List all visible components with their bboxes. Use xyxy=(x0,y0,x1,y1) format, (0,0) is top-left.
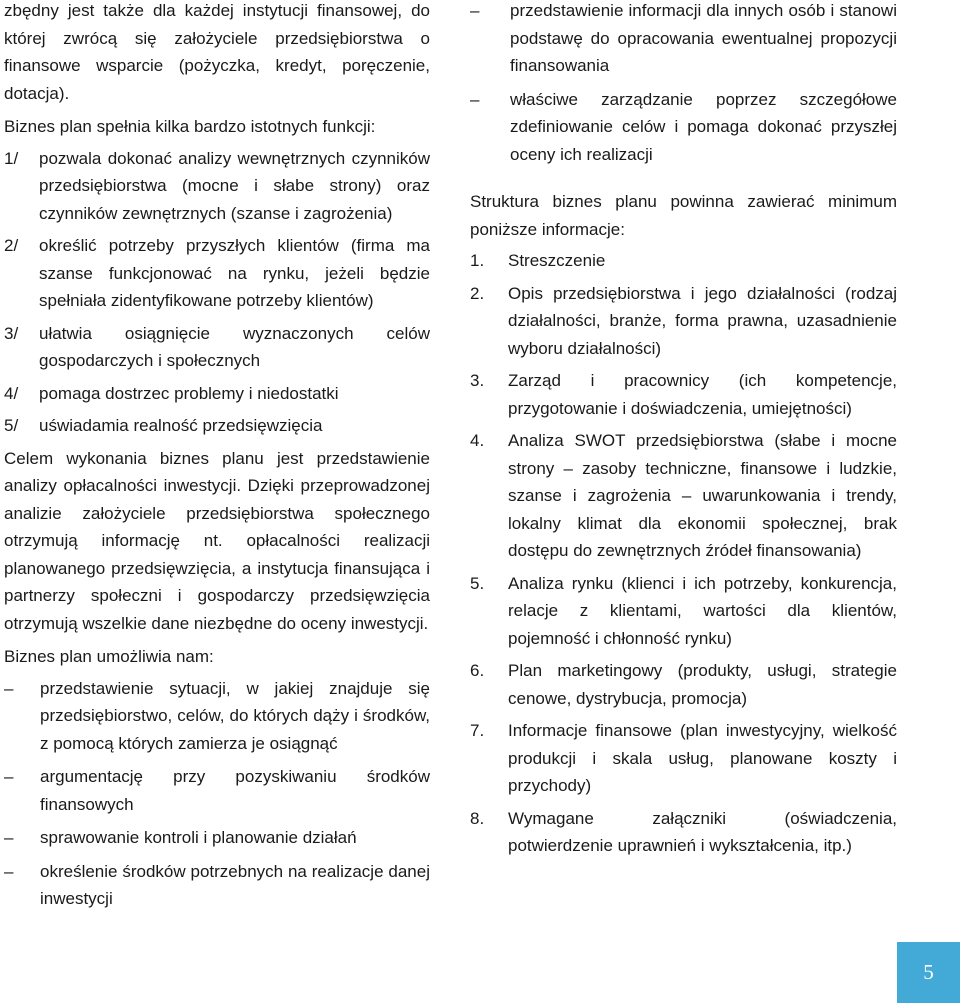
enables-text: przedstawienie sytuacji, w jakiej znajduje się przedsiębiorstwo, celów, do których dąży i środków, z pomocą których zamierza je osiągnąć xyxy=(40,678,430,753)
function-text: pomaga dostrzec problemy i niedostatki xyxy=(39,383,339,403)
structure-heading: Struktura biznes planu powinna zawierać minimum poniższe informacje: xyxy=(470,192,897,239)
structure-text: Wymagane załączniki (oświadczenia, potwierdzenie uprawnień i wykształcenia, itp.) xyxy=(508,808,897,855)
function-number: 2/ xyxy=(4,236,19,255)
function-number: 5/ xyxy=(4,416,19,435)
function-text: określić potrzeby przyszłych klientów (firma ma szanse funkcjonować na rynku, jeżeli będzie spełniała zidentyfikowane potrzeby klientów) xyxy=(39,236,430,310)
structure-text: Analiza rynku (klienci i ich potrzeby, konkurencja, relacje z klientami, wartości dla klientów, pojemność i chłonność rynku) xyxy=(508,573,897,648)
enables-text: przedstawienie informacji dla innych osób i stanowi podstawę do opracowania ewentualnej propozycji finansowania xyxy=(510,1,897,75)
structure-number: 6. xyxy=(470,661,485,680)
enables-text: określenie środków potrzebnych na realizacje danej inwestycji xyxy=(40,861,430,908)
enables-text: właściwe zarządzanie poprzez szczegółowe zdefiniowanie celów i pomaga dokonać przyszłej oceny ich realizacji xyxy=(510,89,897,164)
dash-bullet: – xyxy=(4,828,14,847)
enables-item xyxy=(4,763,430,818)
function-item xyxy=(4,145,430,228)
structure-item xyxy=(470,717,897,800)
function-number: 1/ xyxy=(4,148,19,168)
page-number: 5 xyxy=(923,959,934,984)
intro-paragraph: zbędny jest także dla każdej instytucji finansowej, do której zwrócą się założyciele przedsiębiorstwa o finansowe wsparcie (pożyczka, kredyt, poręczenie, dotacja). xyxy=(4,1,430,103)
structure-text: Streszczenie xyxy=(508,251,606,270)
structure-text: Informacje finansowe (plan inwestycyjny, wielkość produkcji i skala usług, planowane koszty i przychody) xyxy=(508,721,897,795)
structure-text: Opis przedsiębiorstwa i jego działalności (rodzaj działalności, branże, forma prawna, uzasadnienie wyboru działalności) xyxy=(508,283,897,358)
section-spacer xyxy=(470,174,897,188)
structure-item xyxy=(470,657,897,712)
dash-bullet: – xyxy=(4,678,14,698)
structure-item xyxy=(470,570,897,653)
structure-item xyxy=(470,367,897,422)
function-text: pozwala dokonać analizy wewnętrznych czynników przedsiębiorstwa (mocne i słabe strony) oraz czynników zewnętrznych (szanse i zagrożenia) xyxy=(39,148,430,223)
structure-number: 8. xyxy=(470,808,485,828)
structure-number: 2. xyxy=(470,283,485,303)
structure-number: 5. xyxy=(470,573,485,593)
structure-item xyxy=(470,280,897,363)
function-item xyxy=(4,380,430,408)
structure-number: 4. xyxy=(470,431,485,450)
structure-text: Analiza SWOT przedsiębiorstwa (słabe i mocne strony – zasoby techniczne, finansowe i ludzkie, szanse i zagrożenia – uwarunkowania i trendy, lokalny klimat dla ekonomii społecznej, brak dostępu do zewnętrznych źródeł finansowania) xyxy=(508,431,897,560)
function-item xyxy=(4,412,430,440)
enables-item xyxy=(470,0,897,80)
structure-number: 3. xyxy=(470,371,485,390)
structure-item xyxy=(470,427,897,565)
function-text: ułatwia osiągnięcie wyznaczonych celów gospodarczych i społecznych xyxy=(39,323,430,370)
enables-text: argumentację przy pozyskiwaniu środków finansowych xyxy=(40,767,430,814)
dash-bullet: – xyxy=(470,89,480,109)
structure-number: 1. xyxy=(470,251,485,270)
enables-text: sprawowanie kontroli i planowanie działań xyxy=(40,828,357,847)
enables-item xyxy=(4,858,430,913)
function-number: 3/ xyxy=(4,323,19,343)
function-item xyxy=(4,320,430,375)
right-column xyxy=(470,0,897,865)
dash-bullet: – xyxy=(470,1,480,20)
function-text: uświadamia realność przedsięwzięcia xyxy=(39,416,323,435)
function-item xyxy=(4,232,430,315)
enables-item xyxy=(4,675,430,758)
enables-heading: Biznes plan umożliwia nam: xyxy=(4,647,214,666)
function-number: 4/ xyxy=(4,383,19,403)
functions-heading: Biznes plan spełnia kilka bardzo istotnych funkcji: xyxy=(4,117,376,136)
structure-text: Zarząd i pracownicy (ich kompetencje, przygotowanie i doświadczenia, umiejętności) xyxy=(508,371,897,418)
goal-paragraph: Celem wykonania biznes planu jest przedstawienie analizy opłacalności inwestycji. Dzięki przeprowadzonej analizie założyciele przedsiębiorstwa społecznego otrzymują informację nt. opłacalności realizacji planowanego przedsięwzięcia, a instytucja finansująca i partnerzy społeczni i gospodarczy przedsięwzięcia otrzymują wszelkie dane niezbędne do oceny inwestycji. xyxy=(4,448,430,633)
dash-bullet: – xyxy=(4,861,14,881)
left-column xyxy=(4,0,430,919)
structure-text: Plan marketingowy (produkty, usługi, strategie cenowe, dystrybucja, promocja) xyxy=(508,661,897,708)
enables-item xyxy=(470,86,897,169)
structure-number: 7. xyxy=(470,721,485,740)
structure-item xyxy=(470,247,897,275)
page-number-badge xyxy=(897,942,960,1003)
dash-bullet: – xyxy=(4,767,14,786)
structure-item xyxy=(470,805,897,860)
enables-item xyxy=(4,824,430,852)
